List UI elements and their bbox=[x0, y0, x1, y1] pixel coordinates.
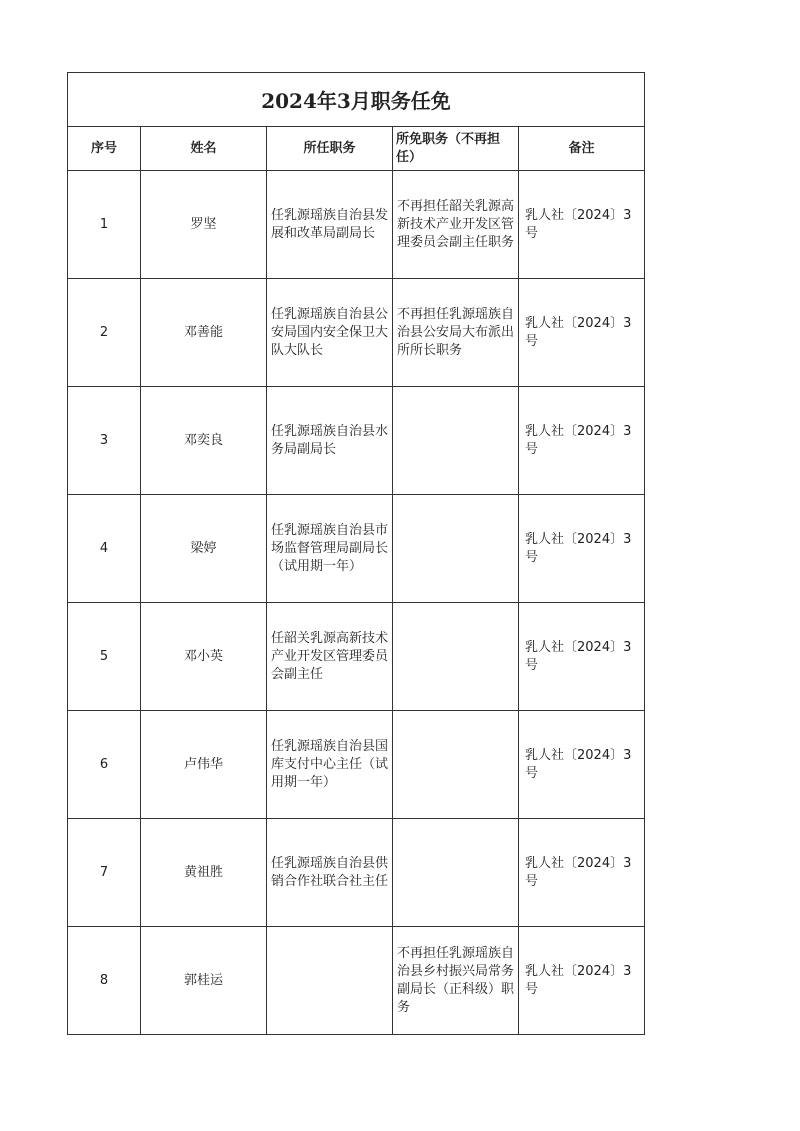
row-name: 罗坚 bbox=[141, 171, 267, 279]
table-row bbox=[68, 279, 645, 387]
table-row bbox=[68, 603, 645, 711]
row-name: 郭桂运 bbox=[141, 927, 267, 1035]
row-note: 乳人社〔2024〕3号 bbox=[519, 387, 645, 495]
row-appointed: 任乳源瑶族自治县公安局国内安全保卫大队大队长 bbox=[267, 279, 393, 387]
row-appointed: 任乳源瑶族自治县发展和改革局副局长 bbox=[267, 171, 393, 279]
row-name: 邓善能 bbox=[141, 279, 267, 387]
row-index: 4 bbox=[68, 495, 141, 603]
row-index: 2 bbox=[68, 279, 141, 387]
row-note: 乳人社〔2024〕3号 bbox=[519, 819, 645, 927]
table-header-row bbox=[68, 127, 645, 171]
row-note: 乳人社〔2024〕3号 bbox=[519, 171, 645, 279]
page-title: 2024年3月职务任免 bbox=[68, 73, 645, 127]
row-name: 邓小英 bbox=[141, 603, 267, 711]
row-note: 乳人社〔2024〕3号 bbox=[519, 711, 645, 819]
header-appointed: 所任职务 bbox=[267, 127, 393, 171]
table-row bbox=[68, 819, 645, 927]
row-appointed: 任乳源瑶族自治县市场监督管理局副局长（试用期一年） bbox=[267, 495, 393, 603]
table-row bbox=[68, 171, 645, 279]
row-index: 6 bbox=[68, 711, 141, 819]
row-note: 乳人社〔2024〕3号 bbox=[519, 927, 645, 1035]
row-name: 梁婷 bbox=[141, 495, 267, 603]
row-appointed bbox=[267, 927, 393, 1035]
row-name: 邓奕良 bbox=[141, 387, 267, 495]
row-appointed: 任乳源瑶族自治县水务局副局长 bbox=[267, 387, 393, 495]
row-appointed: 任乳源瑶族自治县国库支付中心主任（试用期一年） bbox=[267, 711, 393, 819]
table-row bbox=[68, 495, 645, 603]
row-removed bbox=[393, 819, 519, 927]
row-name: 黄祖胜 bbox=[141, 819, 267, 927]
row-removed: 不再担任韶关乳源高新技术产业开发区管理委员会副主任职务 bbox=[393, 171, 519, 279]
row-name: 卢伟华 bbox=[141, 711, 267, 819]
row-removed bbox=[393, 711, 519, 819]
table-row bbox=[68, 711, 645, 819]
row-removed: 不再担任乳源瑶族自治县公安局大布派出所所长职务 bbox=[393, 279, 519, 387]
row-appointed: 任乳源瑶族自治县供销合作社联合社主任 bbox=[267, 819, 393, 927]
appointment-table bbox=[67, 72, 645, 1035]
row-removed: 不再担任乳源瑶族自治县乡村振兴局常务副局长（正科级）职务 bbox=[393, 927, 519, 1035]
table-row bbox=[68, 927, 645, 1035]
row-note: 乳人社〔2024〕3号 bbox=[519, 279, 645, 387]
row-index: 8 bbox=[68, 927, 141, 1035]
row-removed bbox=[393, 387, 519, 495]
row-index: 7 bbox=[68, 819, 141, 927]
row-note: 乳人社〔2024〕3号 bbox=[519, 603, 645, 711]
row-removed bbox=[393, 603, 519, 711]
row-appointed: 任韶关乳源高新技术产业开发区管理委员会副主任 bbox=[267, 603, 393, 711]
header-removed: 所免职务（不再担任） bbox=[393, 127, 519, 171]
header-index: 序号 bbox=[68, 127, 141, 171]
row-removed bbox=[393, 495, 519, 603]
row-index: 3 bbox=[68, 387, 141, 495]
header-name: 姓名 bbox=[141, 127, 267, 171]
row-index: 5 bbox=[68, 603, 141, 711]
header-note: 备注 bbox=[519, 127, 645, 171]
table-row bbox=[68, 387, 645, 495]
row-note: 乳人社〔2024〕3号 bbox=[519, 495, 645, 603]
row-index: 1 bbox=[68, 171, 141, 279]
